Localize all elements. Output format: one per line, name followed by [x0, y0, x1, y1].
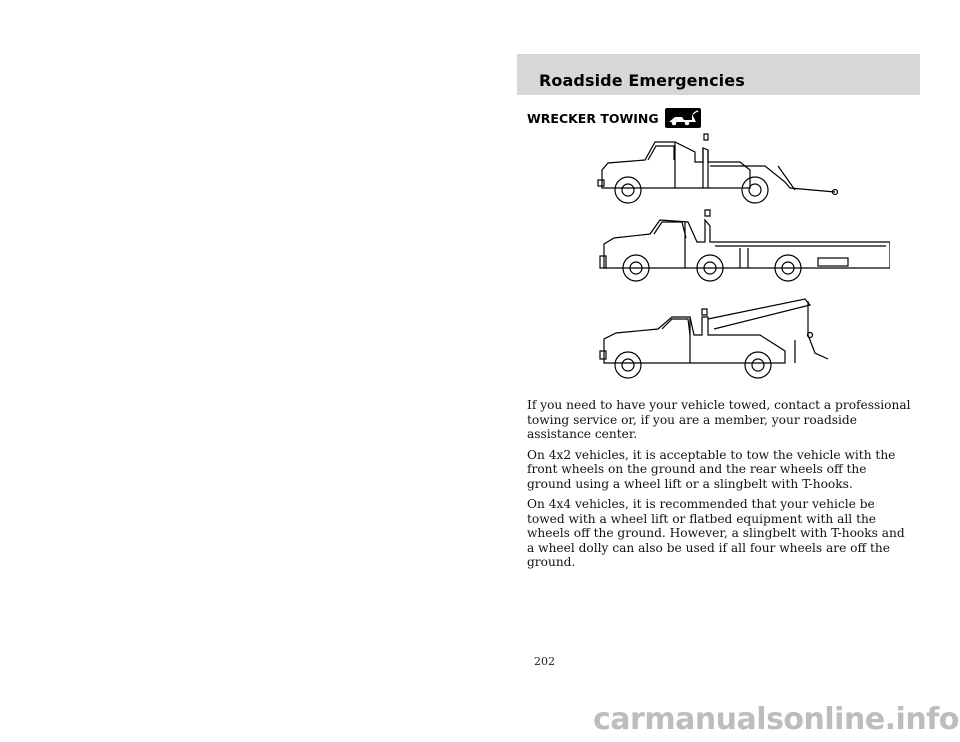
- body-text: [527, 398, 912, 576]
- paragraph-2: On 4x2 vehicles, it is acceptable to tow the vehicle with the front wheels on the ground and the rear wheels off the ground using a wheel lift or a slingbelt with T-hooks.: [527, 447, 896, 491]
- section-heading: [527, 108, 701, 128]
- flatbed-truck-illustration: [600, 210, 890, 281]
- page-header-title: Roadside Emergencies: [539, 71, 745, 90]
- wheel-lift-truck-illustration: [598, 134, 838, 203]
- tow-truck-icon: [665, 108, 701, 128]
- watermark: carmanualsonline.info: [593, 702, 959, 737]
- section-heading-text: WRECKER TOWING: [527, 110, 659, 126]
- paragraph-1: If you need to have your vehicle towed, contact a professional towing service or, if you are a member, your roadside assistance center.: [527, 398, 911, 441]
- slingbelt-wrecker-truck-illustration: [600, 299, 828, 378]
- page-number: 202: [534, 655, 555, 668]
- paragraph-3: On 4x4 vehicles, it is recommended that your vehicle be towed with a wheel lift or flatbed equipment with all the wheels off the ground. However, a slingbelt with T-hooks and a wheel dolly can also be used if all four wheels are off the ground.: [527, 497, 905, 569]
- tow-truck-illustrations: [590, 130, 890, 390]
- header-band: [517, 54, 920, 95]
